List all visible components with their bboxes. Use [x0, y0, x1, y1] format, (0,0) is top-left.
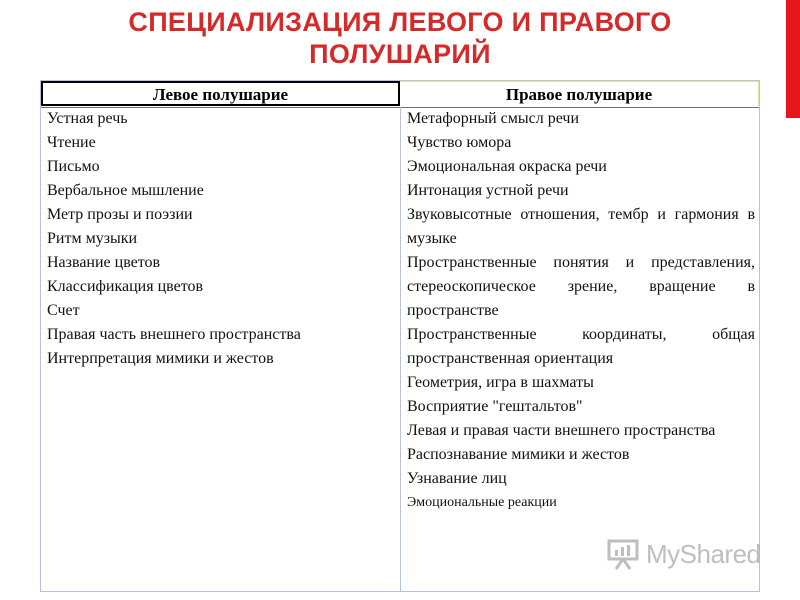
presentation-board-icon [606, 537, 642, 571]
list-item: Чувство юмора [407, 134, 512, 151]
list-item: Геометрия, игра в шахматы [407, 374, 594, 391]
list-item: Чтение [47, 134, 96, 151]
list-item: Интерпретация мимики и жестов [47, 350, 274, 367]
page-title [60, 6, 740, 70]
column-divider [400, 107, 401, 591]
left-hemisphere-list [47, 107, 387, 371]
list-item: Название цветов [47, 254, 161, 271]
accent-bar [786, 0, 800, 118]
list-item: Интонация устной речи [407, 182, 569, 199]
list-item: Левая и правая части внешнего пространства [407, 422, 716, 439]
list-item: Пространственные понятия и представления, стереоскопическое зрение, вращение в пространстве [407, 254, 755, 319]
list-item: Метр прозы и поэзии [47, 206, 193, 223]
list-item: Распознавание мимики и жестов [407, 446, 630, 463]
title-line-2: ПОЛУШАРИЙ [309, 39, 491, 69]
table-header-row [41, 81, 759, 108]
list-item: Классификация цветов [47, 278, 204, 295]
list-item: Эмоциональные реакции [407, 495, 557, 510]
list-item: Ритм музыки [47, 230, 138, 247]
header-left-hemisphere: Левое полушарие [41, 81, 400, 106]
list-item: Узнавание лиц [407, 470, 507, 487]
right-hemisphere-list [407, 107, 755, 515]
list-item: Вербальное мышление [47, 182, 204, 199]
header-right-hemisphere: Правое полушарие [400, 81, 759, 106]
list-item: Пространственные координаты, общая пространственная ориентация [407, 326, 755, 367]
watermark-text: MyShared [646, 538, 761, 569]
list-item: Правая часть внешнего пространства [47, 326, 301, 343]
list-item: Звуковысотные отношения, тембр и гармония в музыке [407, 206, 755, 247]
list-item: Счет [47, 302, 80, 319]
comparison-table [40, 80, 760, 592]
list-item: Устная речь [47, 110, 128, 127]
list-item: Метафорный смысл речи [407, 110, 580, 127]
title-line-1: СПЕЦИАЛИЗАЦИЯ ЛЕВОГО И ПРАВОГО [128, 7, 672, 37]
list-item: Письмо [47, 158, 100, 175]
watermark [606, 536, 761, 572]
list-item: Восприятие "гештальтов" [407, 398, 583, 415]
list-item: Эмоциональная окраска речи [407, 158, 607, 175]
